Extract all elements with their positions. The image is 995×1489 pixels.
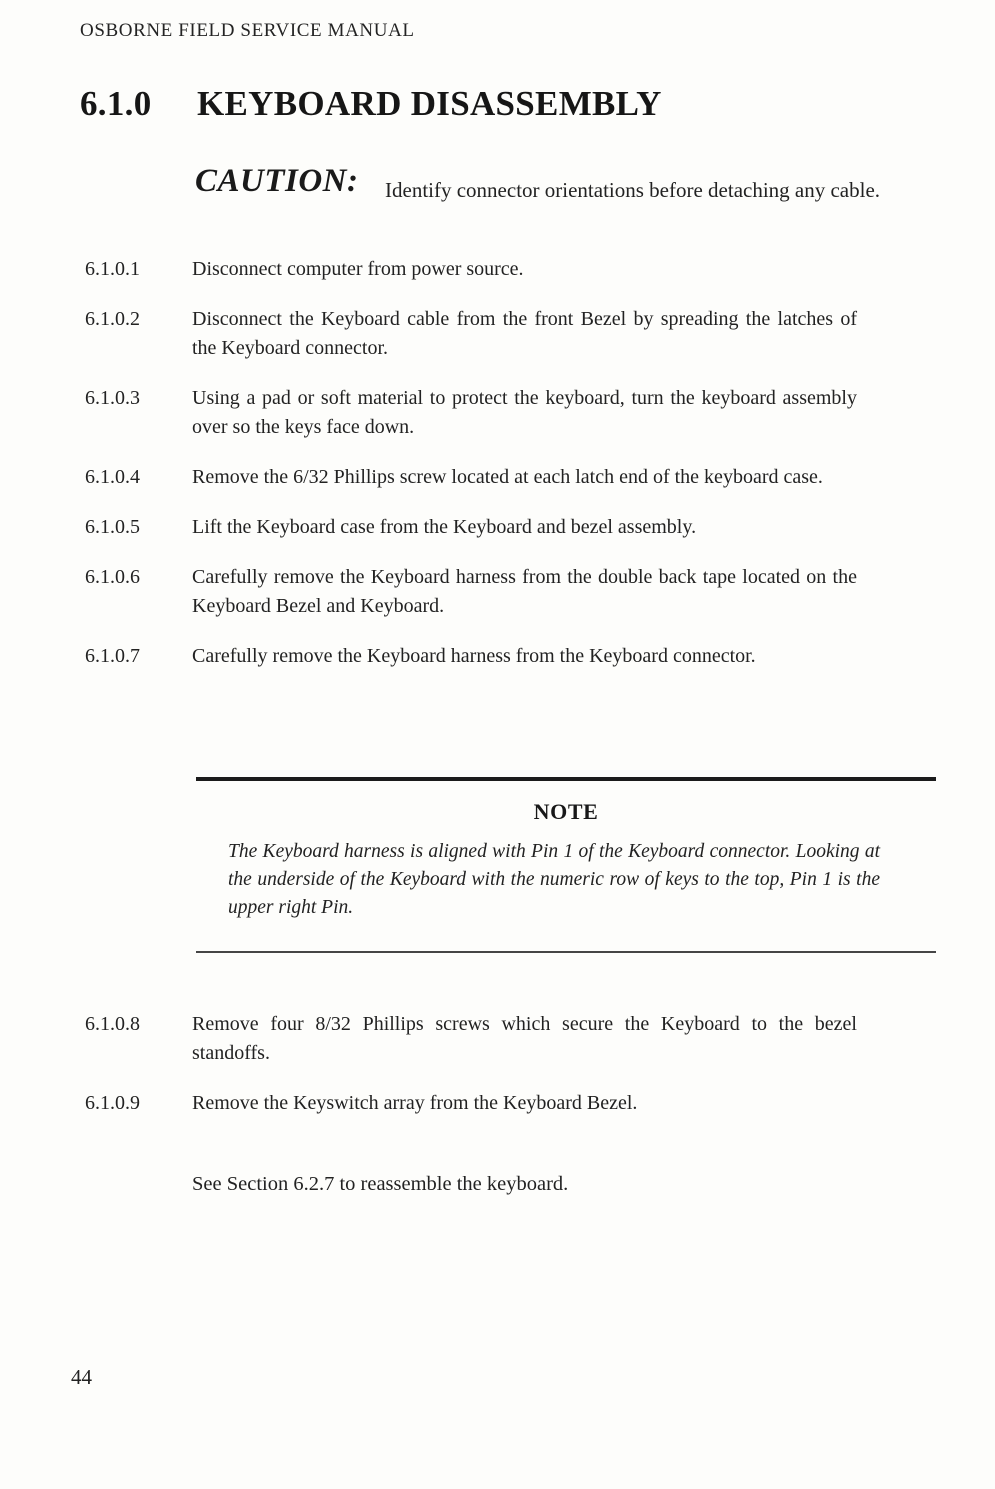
step-number: 6.1.0.3 [85,387,140,409]
step-number: 6.1.0.4 [85,466,140,488]
disassembly-steps-list-continued [85,1010,857,1139]
step-row [85,305,857,363]
step-number: 6.1.0.7 [85,645,140,667]
step-text: Disconnect computer from power source. [192,258,524,280]
step-number: 6.1.0.1 [85,258,140,280]
disassembly-steps-list [85,255,857,692]
step-text: Carefully remove the Keyboard harness from the Keyboard connector. [192,645,756,667]
step-row [85,1089,857,1118]
step-text: Using a pad or soft material to protect the keyboard, turn the keyboard assembly over so the keys face down. [192,387,857,438]
note-top-rule [196,777,936,781]
step-row [85,563,857,621]
step-text: Disconnect the Keyboard cable from the front Bezel by spreading the latches of the Keyboard connector. [192,308,857,359]
section-number: 6.1.0 [80,84,152,123]
step-row [85,255,857,284]
step-number: 6.1.0.8 [85,1013,140,1035]
note-label: NOTE [533,799,599,824]
note-bottom-rule [196,951,936,953]
step-text: Remove four 8/32 Phillips screws which secure the Keyboard to the bezel standoffs. [192,1013,857,1064]
step-number: 6.1.0.6 [85,566,140,588]
step-row [85,642,857,671]
running-header: OSBORNE FIELD SERVICE MANUAL [80,20,415,41]
caution-label: CAUTION: [195,163,359,199]
step-number: 6.1.0.2 [85,308,140,330]
step-row [85,513,857,542]
step-text: Lift the Keyboard case from the Keyboard and bezel assembly. [192,516,697,538]
note-text: The Keyboard harness is aligned with Pin 1 of the Keyboard connector. Looking at the underside of the Keyboard with the numeric row of keys to the top, Pin 1 is the upper right Pin. [228,841,880,918]
step-row [85,463,857,492]
step-text: Remove the Keyswitch array from the Keyboard Bezel. [192,1092,638,1114]
page-number: 44 [71,1365,92,1389]
step-text: Remove the 6/32 Phillips screw located at each latch end of the keyboard case. [192,466,823,488]
section-title: KEYBOARD DISASSEMBLY [197,84,662,123]
caution-text: Identify connector orientations before detaching any cable. [385,178,881,202]
step-row [85,384,857,442]
step-number: 6.1.0.5 [85,516,140,538]
step-text: Carefully remove the Keyboard harness from the double back tape located on the Keyboard Bezel and Keyboard. [192,566,857,617]
step-row [85,1010,857,1068]
section-heading [80,84,662,124]
step-number: 6.1.0.9 [85,1092,140,1114]
reassembly-reference-text: See Section 6.2.7 to reassemble the keyboard. [192,1173,569,1195]
